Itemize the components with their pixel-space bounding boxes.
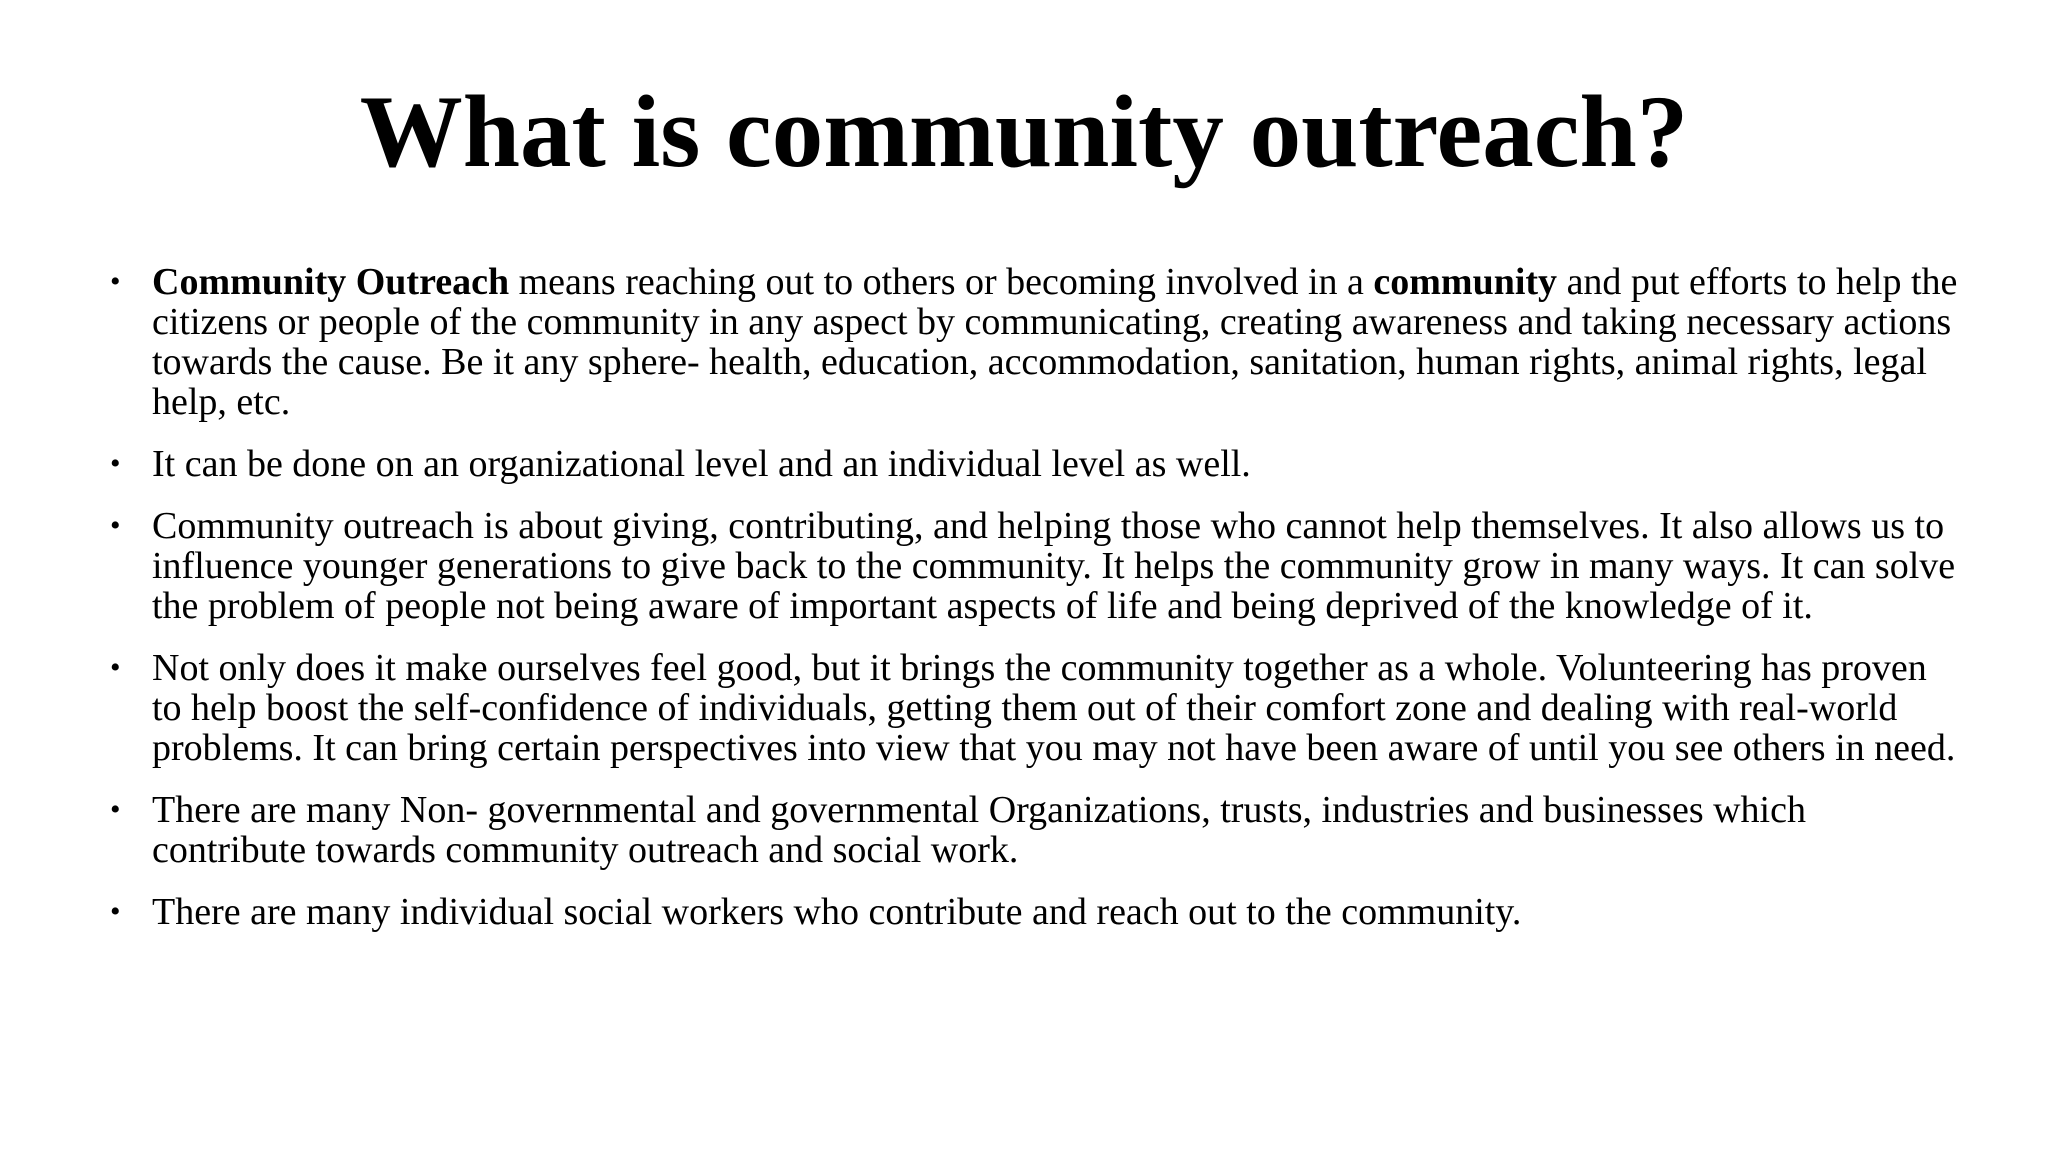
- bullet-marker: •: [110, 265, 121, 298]
- bullet-marker: •: [110, 509, 121, 542]
- bullet-item: [110, 506, 1960, 626]
- bullet-marker: •: [110, 651, 121, 684]
- bullet-list: [110, 262, 1960, 954]
- bullet-text: It can be done on an organizational level and an individual level as well.: [152, 443, 1251, 485]
- bullet-marker: •: [110, 793, 121, 826]
- bullet-item: [110, 648, 1960, 768]
- bullet-marker: •: [110, 895, 121, 928]
- bullet-text: Community outreach is about giving, contributing, and helping those who cannot help themselves. It also allows us to influence younger generations to give back to the community. It helps the community grow in many ways. It can solve the problem of people not being aware of important aspects of life and being deprived of the knowledge of it.: [152, 505, 1956, 627]
- bullet-text: Not only does it make ourselves feel good, but it brings the community together as a whole. Volunteering has proven to help boost the self-confidence of individuals, getting them out of their comfort zone and dealing with real-world problems. It can bring certain perspectives into view that you may not have been aware of until you see others in need.: [152, 647, 1956, 769]
- bullet-text: means reaching out to others or becoming involved in a: [509, 261, 1374, 303]
- bullet-item: [110, 262, 1960, 422]
- bullet-text-bold: community: [1373, 261, 1558, 303]
- bullet-text: There are many Non- governmental and governmental Organizations, trusts, industries and businesses which contribute towards community outreach and social work.: [152, 789, 1806, 871]
- bullet-text: and put efforts to help the citizens or people of the community in any aspect by communicating, creating awareness and taking necessary actions towards the cause. Be it any sphere- health, education, accommodation, sanitation, human rights, animal rights, legal help, etc.: [152, 261, 1958, 423]
- bullet-text: There are many individual social workers who contribute and reach out to the community.: [152, 891, 1522, 933]
- bullet-item: [110, 790, 1960, 870]
- slide-title: What is community outreach?: [359, 75, 1689, 189]
- bullet-item: [110, 444, 1960, 484]
- bullet-marker: •: [110, 447, 121, 480]
- bullet-item: [110, 892, 1960, 932]
- bullet-text-bold: Community Outreach: [152, 261, 510, 303]
